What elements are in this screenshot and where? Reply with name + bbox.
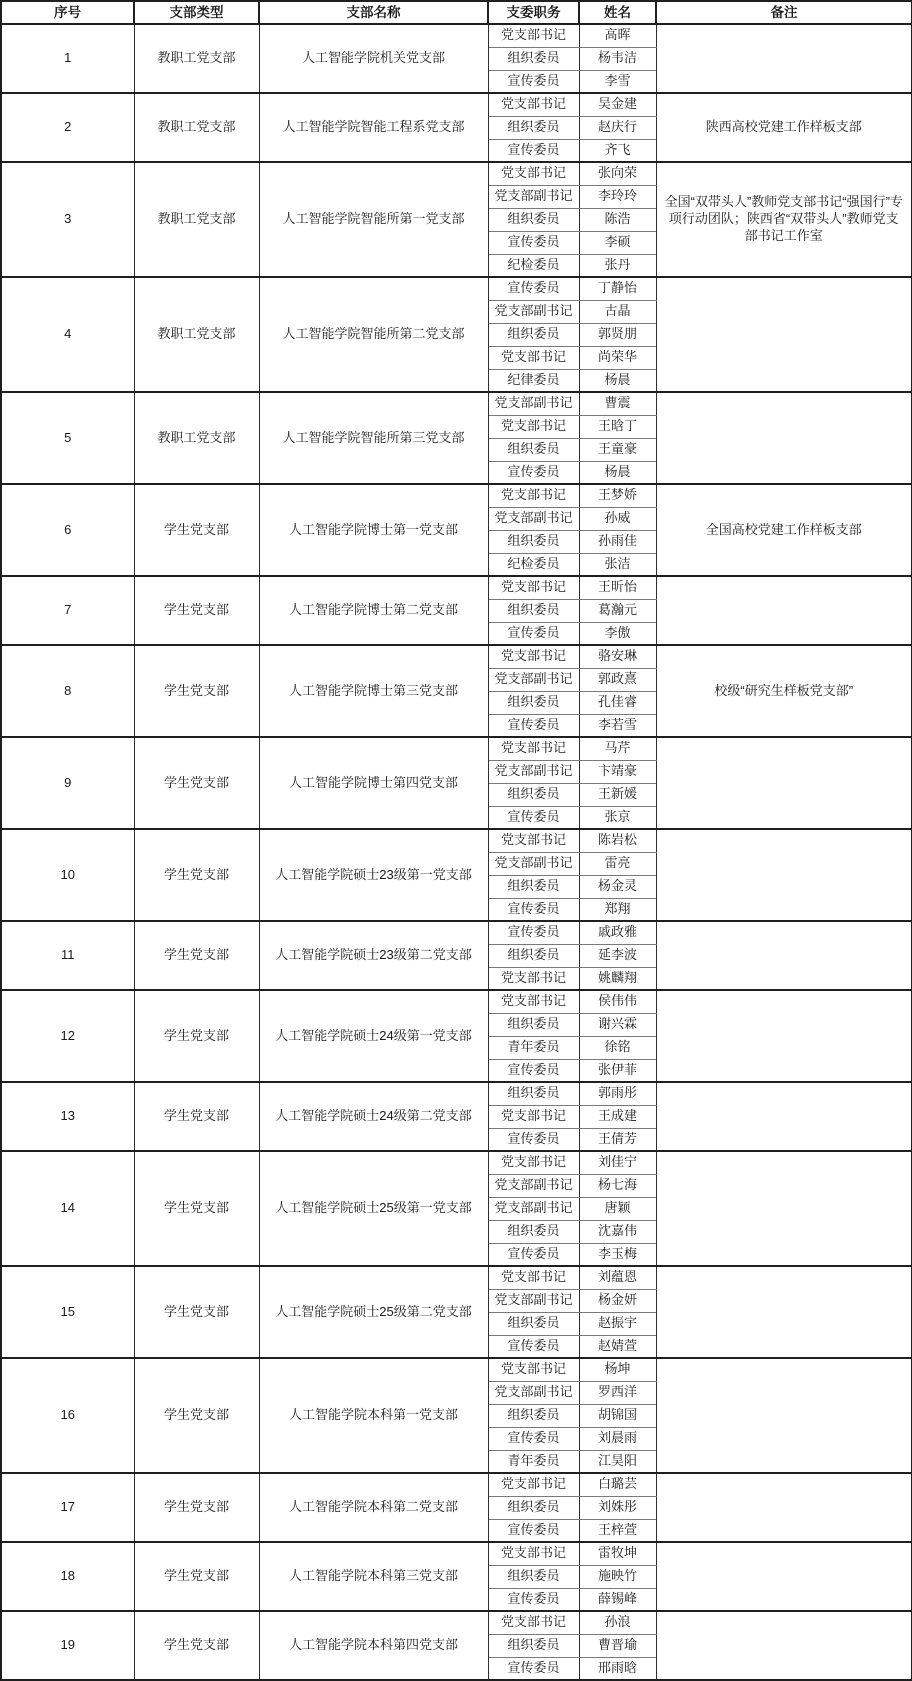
branch-type-cell: 学生党支部 xyxy=(134,921,259,990)
committee-role-cell: 党支部副书记 xyxy=(488,668,579,691)
person-name-cell: 马芹 xyxy=(579,737,656,760)
committee-role-cell: 纪检委员 xyxy=(488,553,579,576)
branch-name-cell: 人工智能学院博士第三党支部 xyxy=(259,645,488,737)
person-name-cell: 高晖 xyxy=(579,24,656,47)
person-name-cell: 王成建 xyxy=(579,1105,656,1128)
person-name-cell: 张京 xyxy=(579,806,656,829)
committee-role-cell: 党支部书记 xyxy=(488,645,579,668)
committee-role-cell: 党支部副书记 xyxy=(488,760,579,783)
table-header xyxy=(1,1,912,24)
committee-role-cell: 党支部书记 xyxy=(488,24,579,47)
person-name-cell: 戚政雅 xyxy=(579,921,656,944)
committee-role-cell: 宣传委员 xyxy=(488,1128,579,1151)
person-name-cell: 李硕 xyxy=(579,231,656,254)
person-name-cell: 张洁 xyxy=(579,553,656,576)
serial-cell: 12 xyxy=(1,990,134,1082)
branch-type-cell: 教职工党支部 xyxy=(134,162,259,277)
table-row xyxy=(1,392,912,415)
committee-role-cell: 党支部书记 xyxy=(488,93,579,116)
branch-name-cell: 人工智能学院本科第四党支部 xyxy=(259,1611,488,1680)
person-name-cell: 李玲玲 xyxy=(579,185,656,208)
committee-role-cell: 党支部书记 xyxy=(488,1542,579,1565)
person-name-cell: 郭雨彤 xyxy=(579,1082,656,1105)
table-row xyxy=(1,484,912,507)
committee-role-cell: 党支部书记 xyxy=(488,162,579,185)
person-name-cell: 罗西洋 xyxy=(579,1381,656,1404)
person-name-cell: 刘蕴恩 xyxy=(579,1266,656,1289)
committee-role-cell: 宣传委员 xyxy=(488,70,579,93)
branch-type-cell: 教职工党支部 xyxy=(134,277,259,392)
person-name-cell: 侯伟伟 xyxy=(579,990,656,1013)
committee-role-cell: 组织委员 xyxy=(488,1496,579,1519)
remark-cell xyxy=(656,737,912,829)
table-row xyxy=(1,829,912,852)
committee-role-cell: 宣传委员 xyxy=(488,1335,579,1358)
person-name-cell: 雷亮 xyxy=(579,852,656,875)
committee-role-cell: 组织委员 xyxy=(488,783,579,806)
person-name-cell: 胡锦国 xyxy=(579,1404,656,1427)
committee-role-cell: 宣传委员 xyxy=(488,1059,579,1082)
person-name-cell: 薛锡峰 xyxy=(579,1588,656,1611)
table-row xyxy=(1,277,912,300)
person-name-cell: 张丹 xyxy=(579,254,656,277)
branch-type-cell: 学生党支部 xyxy=(134,829,259,921)
committee-role-cell: 党支部书记 xyxy=(488,990,579,1013)
remark-cell xyxy=(656,1542,912,1611)
person-name-cell: 徐铭 xyxy=(579,1036,656,1059)
person-name-cell: 李若雪 xyxy=(579,714,656,737)
table-row xyxy=(1,1151,912,1174)
committee-role-cell: 党支部书记 xyxy=(488,1611,579,1634)
branch-name-cell: 人工智能学院硕士23级第一党支部 xyxy=(259,829,488,921)
branch-type-cell: 学生党支部 xyxy=(134,645,259,737)
person-name-cell: 杨晨 xyxy=(579,461,656,484)
committee-role-cell: 党支部书记 xyxy=(488,415,579,438)
header-branch-name: 支部名称 xyxy=(259,1,488,24)
person-name-cell: 谢兴霖 xyxy=(579,1013,656,1036)
serial-cell: 15 xyxy=(1,1266,134,1358)
remark-cell xyxy=(656,24,912,93)
committee-role-cell: 组织委员 xyxy=(488,1565,579,1588)
committee-role-cell: 党支部书记 xyxy=(488,576,579,599)
remark-cell xyxy=(656,990,912,1082)
table-row xyxy=(1,93,912,116)
person-name-cell: 杨晨 xyxy=(579,369,656,392)
serial-cell: 2 xyxy=(1,93,134,162)
committee-role-cell: 宣传委员 xyxy=(488,898,579,921)
committee-role-cell: 宣传委员 xyxy=(488,1427,579,1450)
branch-name-cell: 人工智能学院本科第二党支部 xyxy=(259,1473,488,1542)
person-name-cell: 邢雨晗 xyxy=(579,1657,656,1680)
person-name-cell: 曹晋瑜 xyxy=(579,1634,656,1657)
committee-role-cell: 党支部副书记 xyxy=(488,392,579,415)
person-name-cell: 姚麟翔 xyxy=(579,967,656,990)
person-name-cell: 丁静怡 xyxy=(579,277,656,300)
remark-cell xyxy=(656,1151,912,1266)
remark-cell xyxy=(656,1473,912,1542)
committee-role-cell: 组织委员 xyxy=(488,1082,579,1105)
serial-cell: 8 xyxy=(1,645,134,737)
branch-type-cell: 学生党支部 xyxy=(134,1266,259,1358)
committee-role-cell: 纪律委员 xyxy=(488,369,579,392)
branch-name-cell: 人工智能学院智能所第二党支部 xyxy=(259,277,488,392)
person-name-cell: 李雪 xyxy=(579,70,656,93)
committee-role-cell: 党支部书记 xyxy=(488,1151,579,1174)
committee-role-cell: 宣传委员 xyxy=(488,806,579,829)
remark-cell xyxy=(656,829,912,921)
table-row xyxy=(1,737,912,760)
committee-role-cell: 宣传委员 xyxy=(488,921,579,944)
branch-type-cell: 学生党支部 xyxy=(134,990,259,1082)
table-row xyxy=(1,645,912,668)
committee-role-cell: 青年委员 xyxy=(488,1450,579,1473)
branch-name-cell: 人工智能学院硕士25级第二党支部 xyxy=(259,1266,488,1358)
serial-cell: 4 xyxy=(1,277,134,392)
person-name-cell: 杨坤 xyxy=(579,1358,656,1381)
person-name-cell: 刘姝彤 xyxy=(579,1496,656,1519)
branch-type-cell: 教职工党支部 xyxy=(134,93,259,162)
table-row xyxy=(1,1082,912,1105)
person-name-cell: 骆安琳 xyxy=(579,645,656,668)
committee-role-cell: 组织委员 xyxy=(488,438,579,461)
serial-cell: 1 xyxy=(1,24,134,93)
committee-role-cell: 组织委员 xyxy=(488,691,579,714)
person-name-cell: 江昊阳 xyxy=(579,1450,656,1473)
remark-cell: 校级“研究生样板党支部” xyxy=(656,645,912,737)
committee-role-cell: 宣传委员 xyxy=(488,714,579,737)
person-name-cell: 郭政熹 xyxy=(579,668,656,691)
committee-role-cell: 党支部副书记 xyxy=(488,507,579,530)
table-row xyxy=(1,24,912,47)
branch-type-cell: 学生党支部 xyxy=(134,484,259,576)
committee-role-cell: 宣传委员 xyxy=(488,461,579,484)
person-name-cell: 古晶 xyxy=(579,300,656,323)
branch-type-cell: 教职工党支部 xyxy=(134,392,259,484)
remark-cell xyxy=(656,1266,912,1358)
committee-role-cell: 组织委员 xyxy=(488,116,579,139)
person-name-cell: 王梦娇 xyxy=(579,484,656,507)
committee-role-cell: 组织委员 xyxy=(488,1013,579,1036)
branch-name-cell: 人工智能学院博士第二党支部 xyxy=(259,576,488,645)
serial-cell: 10 xyxy=(1,829,134,921)
table-row xyxy=(1,162,912,185)
branch-name-cell: 人工智能学院硕士24级第一党支部 xyxy=(259,990,488,1082)
person-name-cell: 赵庆行 xyxy=(579,116,656,139)
committee-role-cell: 组织委员 xyxy=(488,530,579,553)
branch-name-cell: 人工智能学院智能所第一党支部 xyxy=(259,162,488,277)
table-body xyxy=(1,24,912,1680)
remark-cell: 全国高校党建工作样板支部 xyxy=(656,484,912,576)
person-name-cell: 杨金妍 xyxy=(579,1289,656,1312)
committee-role-cell: 组织委员 xyxy=(488,47,579,70)
person-name-cell: 孔佳睿 xyxy=(579,691,656,714)
person-name-cell: 延李波 xyxy=(579,944,656,967)
header-serial: 序号 xyxy=(1,1,134,24)
person-name-cell: 王晗丁 xyxy=(579,415,656,438)
remark-cell xyxy=(656,576,912,645)
person-name-cell: 陈岩松 xyxy=(579,829,656,852)
serial-cell: 16 xyxy=(1,1358,134,1473)
person-name-cell: 白璐芸 xyxy=(579,1473,656,1496)
serial-cell: 19 xyxy=(1,1611,134,1680)
header-committee-role: 支委职务 xyxy=(488,1,579,24)
serial-cell: 11 xyxy=(1,921,134,990)
table-row xyxy=(1,1266,912,1289)
person-name-cell: 唐颖 xyxy=(579,1197,656,1220)
serial-cell: 17 xyxy=(1,1473,134,1542)
branch-type-cell: 学生党支部 xyxy=(134,737,259,829)
person-name-cell: 曹震 xyxy=(579,392,656,415)
person-name-cell: 孙浪 xyxy=(579,1611,656,1634)
committee-role-cell: 党支部副书记 xyxy=(488,1381,579,1404)
committee-role-cell: 组织委员 xyxy=(488,944,579,967)
remark-cell: 全国“双带头人”教师党支部书记“强国行”专项行动团队；陕西省“双带头人”教师党支部书记工作室 xyxy=(656,162,912,277)
branch-type-cell: 教职工党支部 xyxy=(134,24,259,93)
person-name-cell: 李玉梅 xyxy=(579,1243,656,1266)
committee-role-cell: 宣传委员 xyxy=(488,231,579,254)
branch-type-cell: 学生党支部 xyxy=(134,1611,259,1680)
person-name-cell: 赵振宇 xyxy=(579,1312,656,1335)
remark-cell xyxy=(656,392,912,484)
serial-cell: 18 xyxy=(1,1542,134,1611)
table-row xyxy=(1,921,912,944)
table-row xyxy=(1,1358,912,1381)
header-person-name: 姓名 xyxy=(579,1,656,24)
committee-role-cell: 党支部书记 xyxy=(488,967,579,990)
committee-role-cell: 党支部副书记 xyxy=(488,300,579,323)
committee-role-cell: 宣传委员 xyxy=(488,1657,579,1680)
committee-role-cell: 党支部书记 xyxy=(488,1358,579,1381)
committee-role-cell: 组织委员 xyxy=(488,1312,579,1335)
committee-role-cell: 组织委员 xyxy=(488,323,579,346)
person-name-cell: 王新媛 xyxy=(579,783,656,806)
person-name-cell: 王梓萱 xyxy=(579,1519,656,1542)
committee-role-cell: 党支部书记 xyxy=(488,1266,579,1289)
committee-role-cell: 纪检委员 xyxy=(488,254,579,277)
committee-role-cell: 组织委员 xyxy=(488,1634,579,1657)
table-row xyxy=(1,576,912,599)
person-name-cell: 施映竹 xyxy=(579,1565,656,1588)
table-row xyxy=(1,1473,912,1496)
serial-cell: 14 xyxy=(1,1151,134,1266)
remark-cell: 陕西高校党建工作样板支部 xyxy=(656,93,912,162)
person-name-cell: 刘晨雨 xyxy=(579,1427,656,1450)
committee-role-cell: 宣传委员 xyxy=(488,1519,579,1542)
committee-role-cell: 组织委员 xyxy=(488,875,579,898)
serial-cell: 7 xyxy=(1,576,134,645)
serial-cell: 5 xyxy=(1,392,134,484)
branch-name-cell: 人工智能学院机关党支部 xyxy=(259,24,488,93)
committee-role-cell: 党支部书记 xyxy=(488,484,579,507)
serial-cell: 6 xyxy=(1,484,134,576)
person-name-cell: 王昕怡 xyxy=(579,576,656,599)
committee-role-cell: 党支部副书记 xyxy=(488,1289,579,1312)
committee-role-cell: 宣传委员 xyxy=(488,277,579,300)
person-name-cell: 郑翔 xyxy=(579,898,656,921)
person-name-cell: 卞靖豪 xyxy=(579,760,656,783)
committee-role-cell: 党支部书记 xyxy=(488,346,579,369)
remark-cell xyxy=(656,1611,912,1680)
committee-role-cell: 党支部书记 xyxy=(488,829,579,852)
table-row xyxy=(1,990,912,1013)
branch-type-cell: 学生党支部 xyxy=(134,1358,259,1473)
table-row xyxy=(1,1542,912,1565)
branch-type-cell: 学生党支部 xyxy=(134,1151,259,1266)
committee-role-cell: 党支部副书记 xyxy=(488,185,579,208)
person-name-cell: 尚荣华 xyxy=(579,346,656,369)
person-name-cell: 李傲 xyxy=(579,622,656,645)
serial-cell: 3 xyxy=(1,162,134,277)
committee-role-cell: 宣传委员 xyxy=(488,1243,579,1266)
header-branch-type: 支部类型 xyxy=(134,1,259,24)
committee-role-cell: 组织委员 xyxy=(488,1220,579,1243)
person-name-cell: 齐飞 xyxy=(579,139,656,162)
person-name-cell: 张向荣 xyxy=(579,162,656,185)
committee-role-cell: 组织委员 xyxy=(488,1404,579,1427)
person-name-cell: 葛瀚元 xyxy=(579,599,656,622)
branch-name-cell: 人工智能学院硕士23级第二党支部 xyxy=(259,921,488,990)
serial-cell: 13 xyxy=(1,1082,134,1151)
person-name-cell: 杨金灵 xyxy=(579,875,656,898)
committee-role-cell: 党支部书记 xyxy=(488,1473,579,1496)
person-name-cell: 孙威 xyxy=(579,507,656,530)
person-name-cell: 陈浩 xyxy=(579,208,656,231)
person-name-cell: 杨七海 xyxy=(579,1174,656,1197)
branch-type-cell: 学生党支部 xyxy=(134,1542,259,1611)
committee-role-cell: 宣传委员 xyxy=(488,1588,579,1611)
person-name-cell: 雷牧坤 xyxy=(579,1542,656,1565)
committee-role-cell: 党支部书记 xyxy=(488,737,579,760)
committee-role-cell: 青年委员 xyxy=(488,1036,579,1059)
person-name-cell: 王倩芳 xyxy=(579,1128,656,1151)
person-name-cell: 吴金建 xyxy=(579,93,656,116)
person-name-cell: 赵婧萱 xyxy=(579,1335,656,1358)
branch-type-cell: 学生党支部 xyxy=(134,1473,259,1542)
branch-type-cell: 学生党支部 xyxy=(134,576,259,645)
remark-cell xyxy=(656,277,912,392)
committee-role-cell: 组织委员 xyxy=(488,208,579,231)
person-name-cell: 王童豪 xyxy=(579,438,656,461)
table-row xyxy=(1,1611,912,1634)
committee-role-cell: 组织委员 xyxy=(488,599,579,622)
branch-name-cell: 人工智能学院硕士25级第一党支部 xyxy=(259,1151,488,1266)
person-name-cell: 刘佳宁 xyxy=(579,1151,656,1174)
branch-name-cell: 人工智能学院博士第四党支部 xyxy=(259,737,488,829)
committee-role-cell: 宣传委员 xyxy=(488,622,579,645)
person-name-cell: 郭贤朋 xyxy=(579,323,656,346)
committee-role-cell: 党支部副书记 xyxy=(488,1174,579,1197)
branch-name-cell: 人工智能学院本科第一党支部 xyxy=(259,1358,488,1473)
branch-name-cell: 人工智能学院智能工程系党支部 xyxy=(259,93,488,162)
header-row xyxy=(1,1,912,24)
committee-role-cell: 党支部书记 xyxy=(488,1105,579,1128)
remark-cell xyxy=(656,921,912,990)
branch-type-cell: 学生党支部 xyxy=(134,1082,259,1151)
branch-name-cell: 人工智能学院硕士24级第二党支部 xyxy=(259,1082,488,1151)
branch-name-cell: 人工智能学院博士第一党支部 xyxy=(259,484,488,576)
serial-cell: 9 xyxy=(1,737,134,829)
person-name-cell: 沈嘉伟 xyxy=(579,1220,656,1243)
remark-cell xyxy=(656,1082,912,1151)
committee-role-cell: 宣传委员 xyxy=(488,139,579,162)
header-remark: 备注 xyxy=(656,1,912,24)
committee-role-cell: 党支部副书记 xyxy=(488,852,579,875)
person-name-cell: 张伊菲 xyxy=(579,1059,656,1082)
person-name-cell: 孙雨佳 xyxy=(579,530,656,553)
branch-name-cell: 人工智能学院本科第三党支部 xyxy=(259,1542,488,1611)
committee-role-cell: 党支部副书记 xyxy=(488,1197,579,1220)
person-name-cell: 杨韦洁 xyxy=(579,47,656,70)
branch-name-cell: 人工智能学院智能所第三党支部 xyxy=(259,392,488,484)
remark-cell xyxy=(656,1358,912,1473)
